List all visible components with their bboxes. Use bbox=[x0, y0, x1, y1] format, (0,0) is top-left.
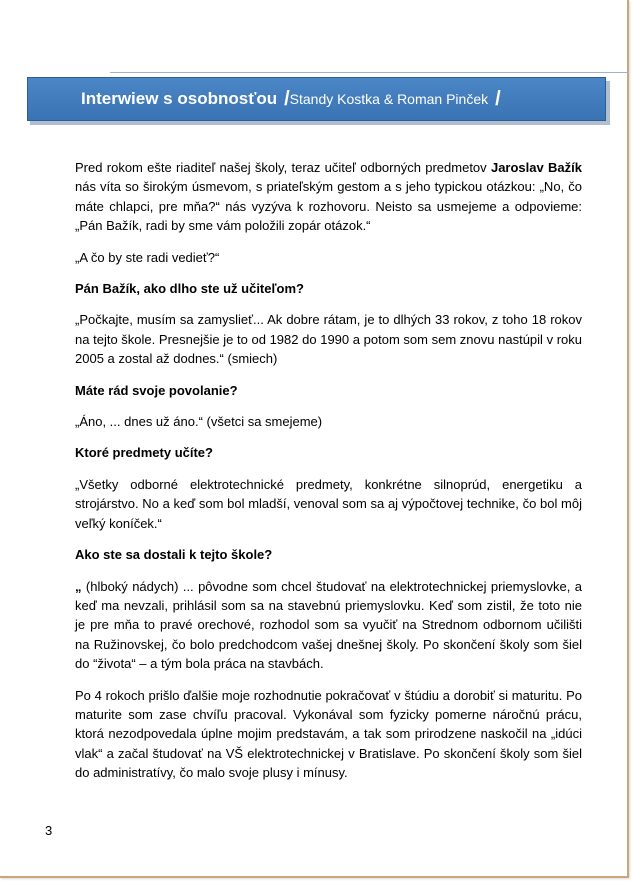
intro-text-2: nás víta so širokým úsmevom, s priateľským gestom a s jeho typickou otázkou: „No, čo máte chlapci, pre mňa?“ nás vyzýva k rozhovoru. Neisto sa usmejeme a odpovieme: „Pán Bažík, radi by sme vám položili zopár otázok.“ bbox=[75, 179, 582, 234]
answer-paragraph: „A čo by ste radi vedieť?“ bbox=[75, 249, 220, 265]
banner-slash-close: / bbox=[495, 87, 501, 110]
intro-paragraph bbox=[75, 158, 582, 236]
teacher-name: Jaroslav Bažík bbox=[490, 160, 582, 175]
answer-paragraph: „Počkajte, musím sa zamyslieť... Ak dobre rátam, je to dlhých 33 rokov, z toho 18 rokov na tejto škole. Presnejšie je to od 1982 do 1990 a potom som sem znovu nastúpil v roku 2005 a zostal až dodnes.“ (smiech) bbox=[75, 312, 582, 367]
page-number: 3 bbox=[45, 823, 53, 838]
question-paragraph: Ktoré predmety učíte? bbox=[75, 445, 213, 461]
header-rule bbox=[110, 72, 629, 73]
question-paragraph: Máte rád svoje povolanie? bbox=[75, 382, 238, 398]
final-paragraph: Po 4 rokoch prišlo ďalšie moje rozhodnutie pokračovať v štúdiu a dorobiť si maturitu. Po maturite som zase chvíľu pracoval. Vykonával som fyzicky pomerne náročnú prácu, ktorá nezodpovedala úplne mojim predstavám, a tak som prirodzene naskočil na „idúci vlak“ a začal študovať na VŠ elektrotechnickej v Bratislave. Po skončení školy som šiel do administratívy, čo malo svoje plusy i mínusy. bbox=[75, 687, 582, 781]
question-paragraph: Ako ste sa dostali k tejto škole? bbox=[75, 547, 273, 563]
banner-title: Interwiew s osobnosťou bbox=[81, 89, 278, 108]
question-paragraph: Pán Bažík, ako dlho ste už učiteľom? bbox=[75, 281, 304, 297]
answer-paragraph: „Áno, ... dnes už áno.“ (všetci sa smejeme) bbox=[75, 414, 323, 430]
banner-authors: Standy Kostka & Roman Pinček bbox=[289, 91, 489, 107]
title-banner bbox=[27, 77, 606, 121]
opening-quote-mark: „ bbox=[75, 578, 82, 594]
answer-paragraph-long bbox=[75, 577, 582, 674]
banner-slash-open: / bbox=[284, 87, 290, 110]
answer-paragraph: „Všetky odborné elektrotechnické predmety, konkrétne silnoprúd, energetiku a strojárstvo. No a keď som bol mladší, venoval som sa aj výpočtovej technike, čo bol môj veľký koníček.“ bbox=[75, 476, 582, 531]
intro-text-1: Pred rokom ešte riaditeľ našej školy, teraz učiteľ odborných predmetov bbox=[75, 160, 491, 175]
article-body bbox=[75, 158, 582, 795]
answer-long-text: (hlboký nádych) ... pôvodne som chcel študovať na elektrotechnickej priemyslovke, a keď ma nevzali, prihlásil som sa na stavebnú priemyslovku. Keď som zistil, že toto nie je pre mňa to pravé orechové, rozhodol som sa vyučiť na Strednom odbornom učilišti na Ružinovskej, čo bolo predchodcom vašej dnešnej školy. Po skončení školy som šiel do “života“ – a tým bola práca na stavbách. bbox=[75, 578, 582, 672]
